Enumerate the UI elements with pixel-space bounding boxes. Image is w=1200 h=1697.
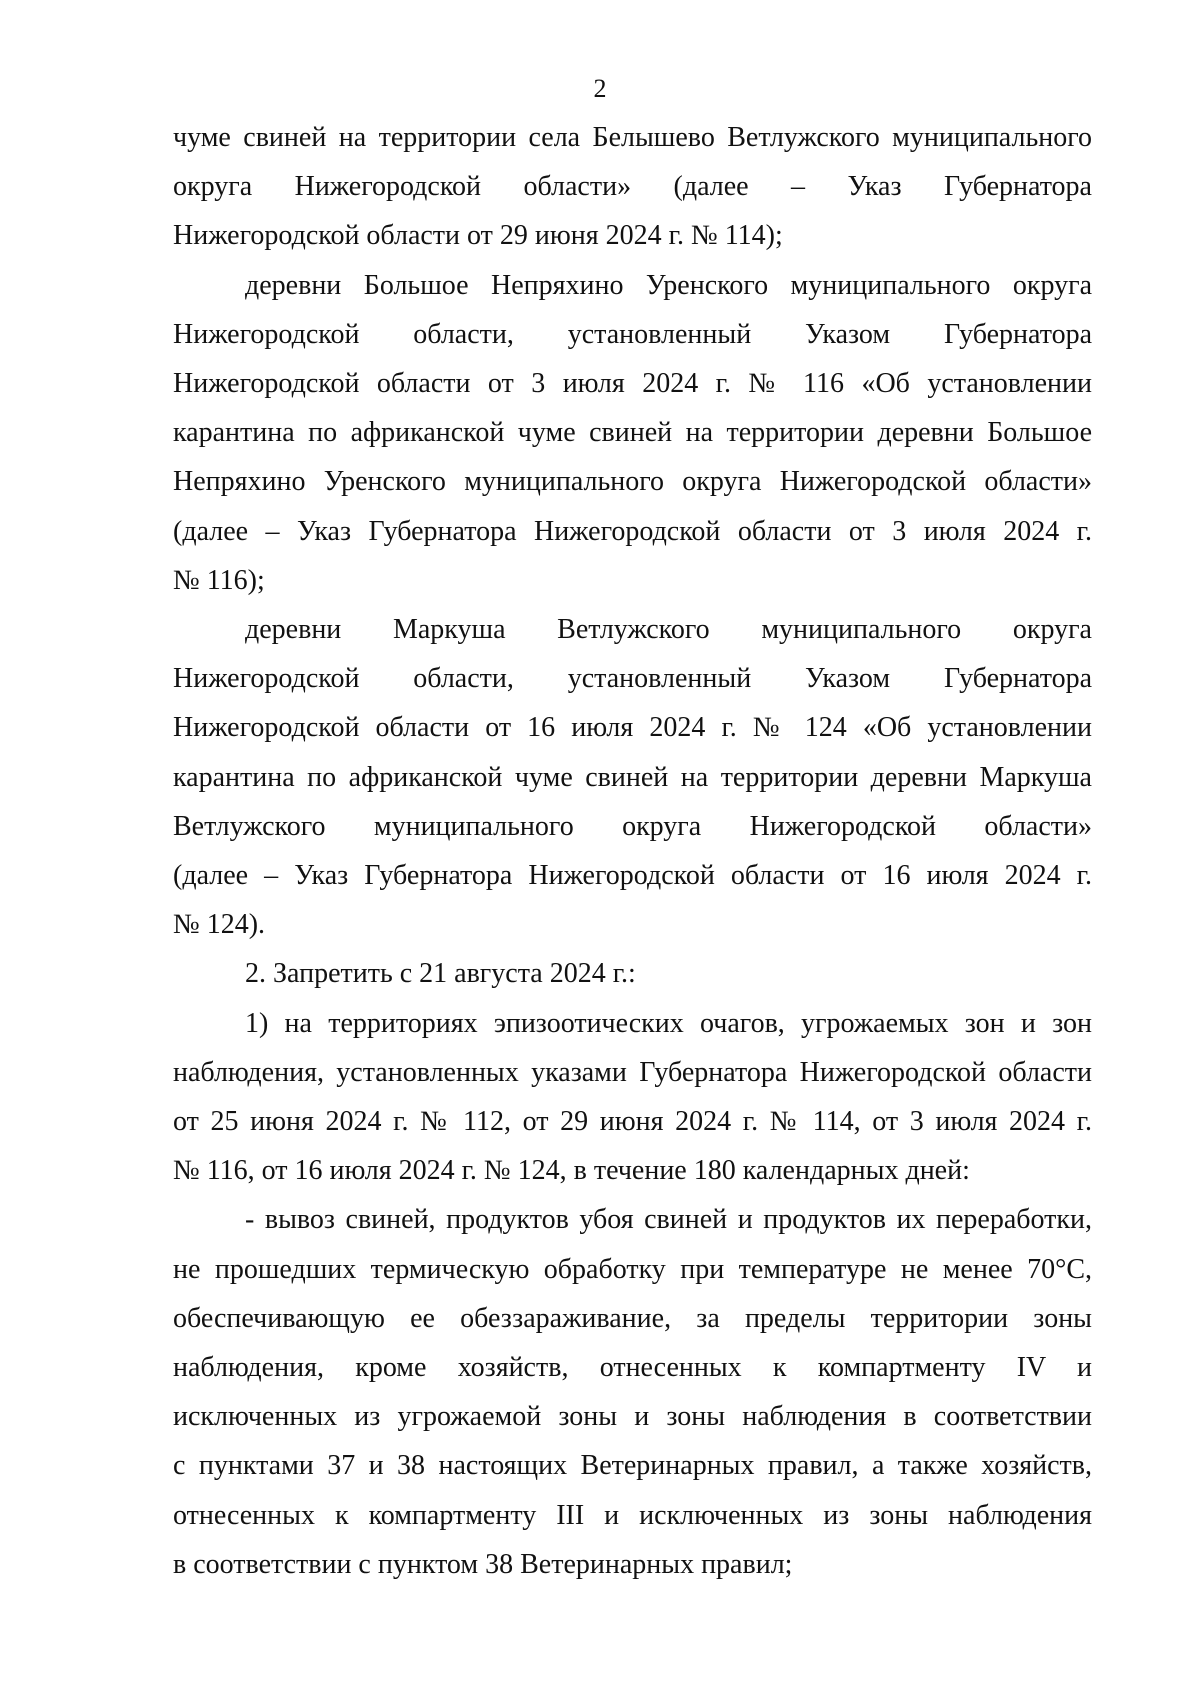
text-line: № 116, от 16 июля 2024 г. № 124, в течение 180 календарных дней: [173,1155,970,1187]
text-line: № 124). [173,909,266,941]
text-line: с пунктами 37 и 38 настоящих Ветеринарных правил, а также хозяйств, [173,1450,1092,1482]
paragraph [173,1195,1092,1589]
text-line: наблюдения, установленных указами Губернатора Нижегородской области [173,1056,1092,1088]
text-line: обеспечивающую ее обеззараживание, за пределы территории зоны [173,1302,1092,1334]
text-line: № 116); [173,564,265,596]
text-line: отнесенных к компартменту III и исключенных из зоны наблюдения [173,1499,1092,1531]
text-line: не прошедших термическую обработку при температуре не менее 70°С, [173,1253,1092,1285]
page-number: 2 [593,74,607,103]
text-line: деревни Маркуша Ветлужского муниципального округа [245,614,1092,646]
document-body [173,113,1092,1589]
text-line: от 25 июня 2024 г. № 112, от 29 июня 2024 г. № 114, от 3 июля 2024 г. [173,1106,1092,1138]
paragraph [173,949,1092,998]
paragraph [173,605,1092,949]
paragraph [173,261,1092,605]
text-line: Нижегородской области от 3 июля 2024 г. № 116 «Об установлении [173,368,1092,400]
text-line: - вывоз свиней, продуктов убоя свиней и продуктов их переработки, [245,1204,1092,1236]
text-line: исключенных из угрожаемой зоны и зоны наблюдения в соответствии [173,1401,1092,1433]
text-line: Непряхино Уренского муниципального округа Нижегородской области» [173,466,1092,498]
paragraph [173,113,1092,261]
paragraph [173,999,1092,1196]
text-line: округа Нижегородской области» (далее – Указ Губернатора [173,171,1092,203]
text-line: деревни Большое Непряхино Уренского муниципального округа [245,269,1092,301]
text-line: чуме свиней на территории села Белышево Ветлужского муниципального [173,122,1092,153]
text-line: наблюдения, кроме хозяйств, отнесенных к компартменту IV и [173,1352,1092,1384]
text-line: (далее – Указ Губернатора Нижегородской области от 3 июля 2024 г. [173,515,1092,547]
text-line: Нижегородской области, установленный Указом Губернатора [173,663,1092,695]
text-line: Нижегородской области от 16 июля 2024 г. № 124 «Об установлении [173,712,1092,744]
text-line: карантина по африканской чуме свиней на территории деревни Большое [173,417,1092,449]
text-line: 2. Запретить с 21 августа 2024 г.: [245,958,636,990]
text-line: Нижегородской области от 29 июня 2024 г. № 114); [173,220,783,252]
text-line: (далее – Указ Губернатора Нижегородской области от 16 июля 2024 г. [173,860,1092,892]
text-line: карантина по африканской чуме свиней на территории деревни Маркуша [173,761,1092,793]
text-line: в соответствии с пунктом 38 Ветеринарных правил; [173,1548,793,1580]
text-line: Нижегородской области, установленный Указом Губернатора [173,318,1092,350]
text-line: 1) на территориях эпизоотических очагов, угрожаемых зон и зон [245,1007,1092,1039]
text-line: Ветлужского муниципального округа Нижегородской области» [173,810,1092,842]
